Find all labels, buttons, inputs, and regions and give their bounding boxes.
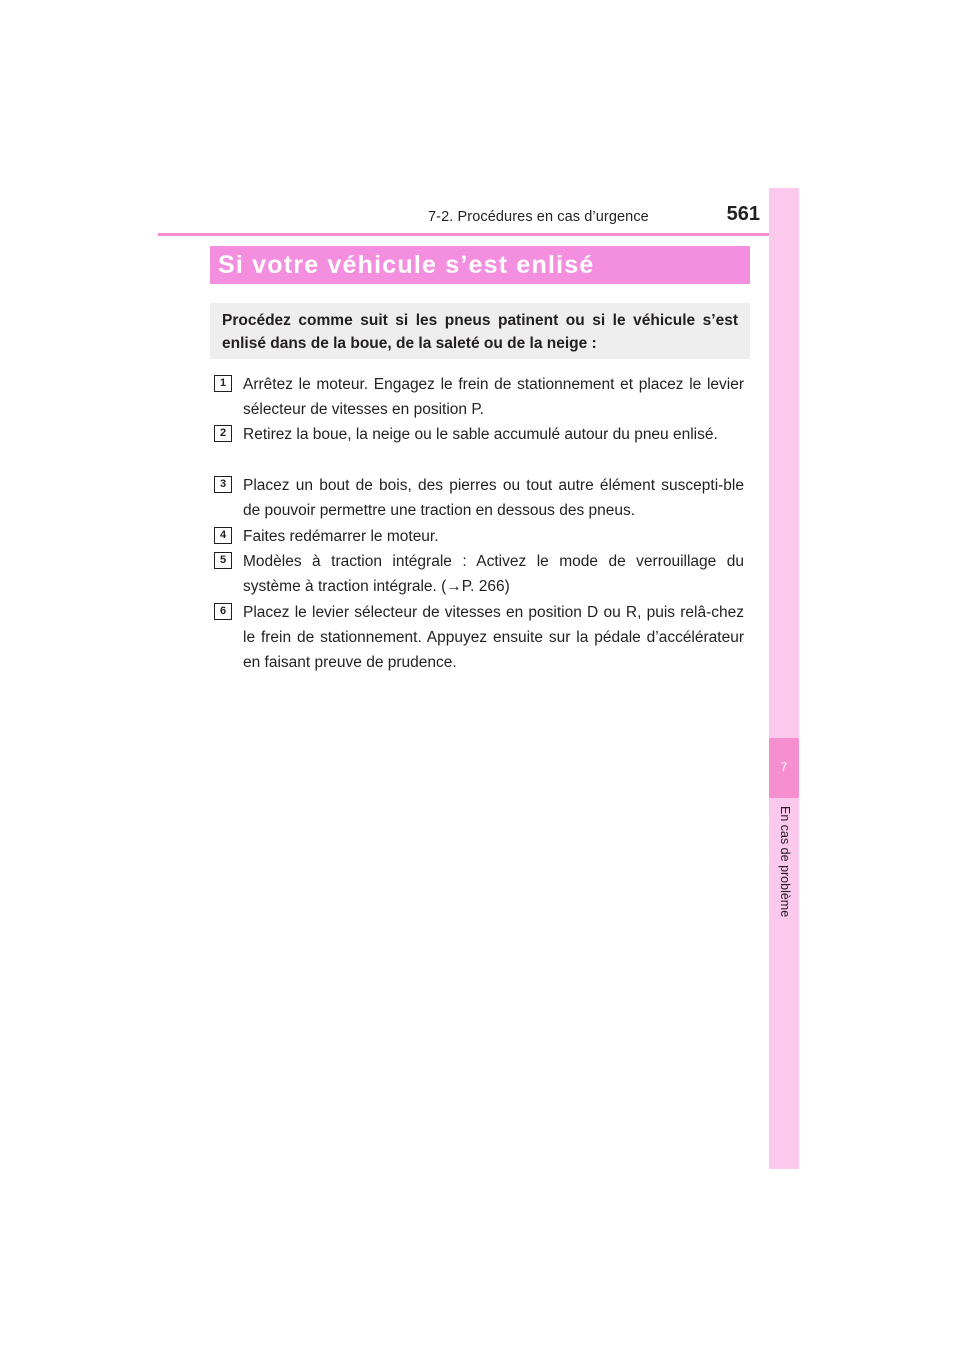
chapter-title: En cas de problème (778, 806, 792, 918)
chapter-number-tab (769, 738, 799, 798)
step-number-badge: 1 (214, 375, 232, 392)
step-text: Arrêtez le moteur. Engagez le frein de stationnement et placez le levier sélecteur de vitesses en position P. (243, 376, 744, 418)
step-text: Modèles à traction intégrale : Activez le mode de verrouillage du système à traction intégrale. (→P. 266) (243, 553, 744, 595)
step-number-badge: 5 (214, 552, 232, 569)
header-divider (158, 233, 799, 236)
step-text: Placez le levier sélecteur de vitesses en position D ou R, puis relâ-chez le frein de stationnement. Appuyez ensuite sur la pédale d’accélérateur en faisant preuve de prudence. (243, 604, 744, 671)
step-number-badge: 3 (214, 476, 232, 493)
step-text: Faites redémarrer le moteur. (243, 528, 439, 545)
step-number-badge: 6 (214, 603, 232, 620)
chapter-title-tab (769, 806, 799, 956)
intro-text: Procédez comme suit si les pneus patinent ou si le véhicule s’est enlisé dans de la boue, de la saleté ou de la neige : (222, 312, 738, 352)
section-title: Si votre véhicule s’est enlisé (218, 251, 595, 279)
chapter-number: 7 (780, 760, 788, 774)
running-header-section: 7-2. Procédures en cas d’urgence (428, 209, 649, 225)
step-text: Placez un bout de bois, des pierres ou tout autre élément suscepti-ble de pouvoir permettre une traction en dessous des pneus. (243, 477, 744, 519)
section-title-banner (210, 246, 750, 284)
intro-box (210, 303, 750, 359)
chapter-side-tab (769, 188, 799, 1169)
page-number: 561 (726, 203, 760, 225)
step-number-badge: 4 (214, 527, 232, 544)
step-text: Retirez la boue, la neige ou le sable accumulé autour du pneu enlisé. (243, 426, 718, 443)
step-number-badge: 2 (214, 425, 232, 442)
